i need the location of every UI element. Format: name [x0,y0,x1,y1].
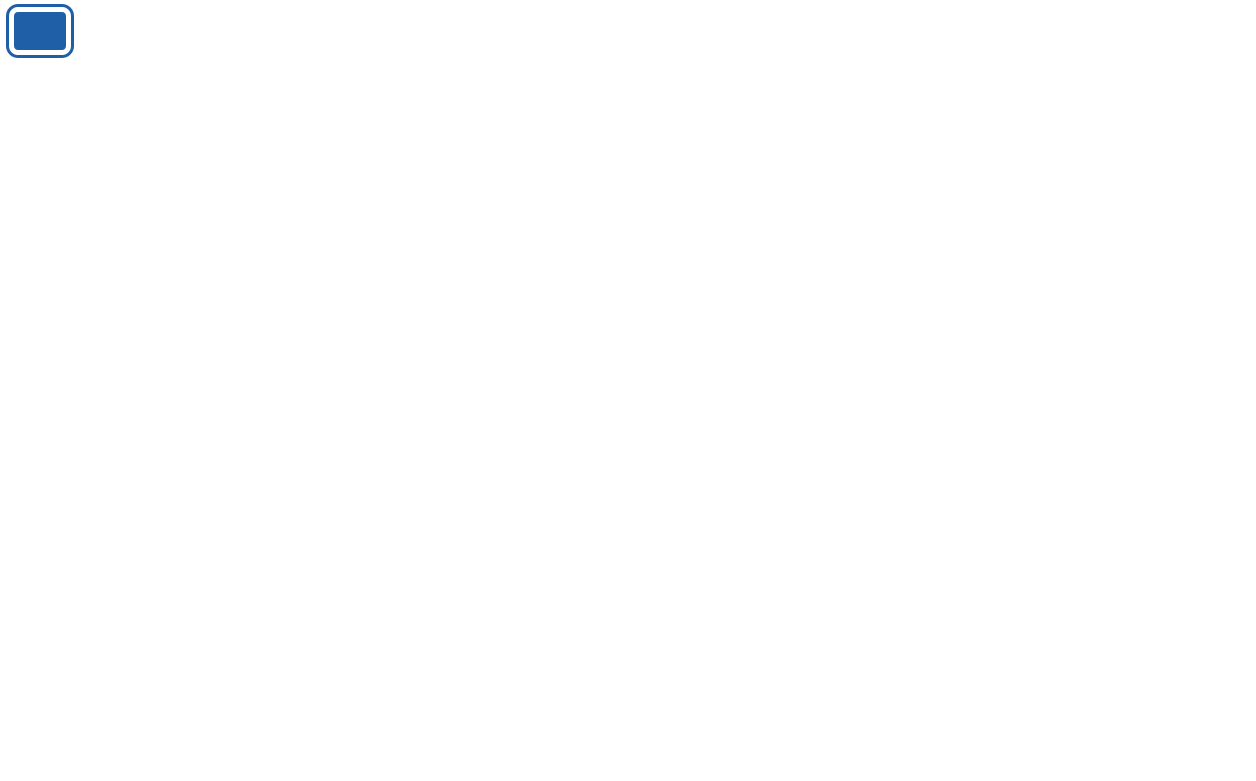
header [0,0,1256,66]
logo-text [14,12,66,50]
footer [0,750,1256,781]
gm-logo [6,4,74,58]
